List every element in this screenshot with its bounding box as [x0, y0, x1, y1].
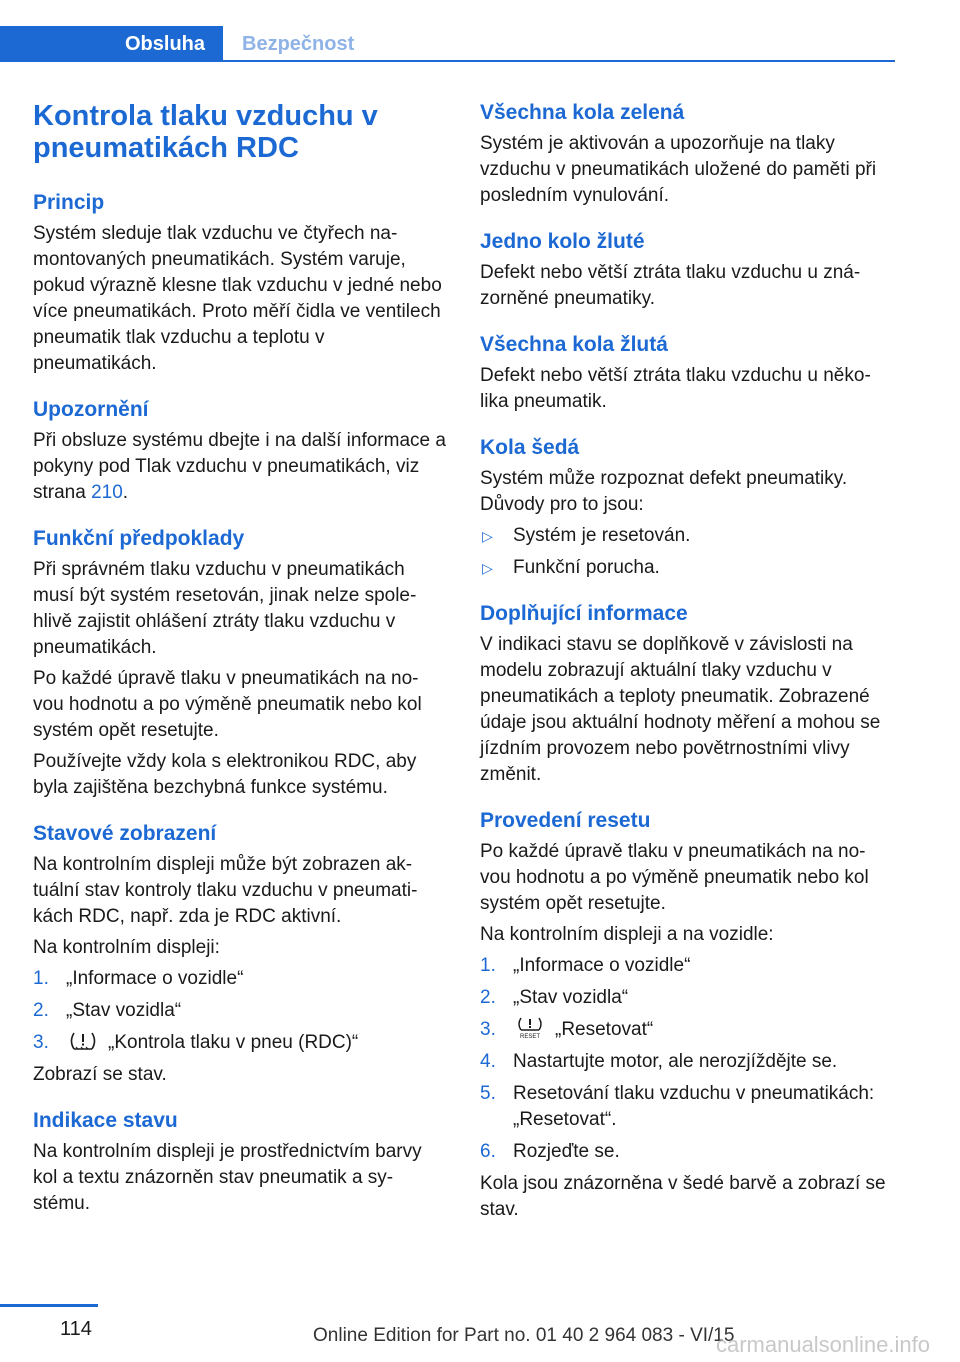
- paragraph-doplnujici: V indikaci stavu se doplňkově v závislosti na modelu zobrazují aktuální tlaky vzduchu v pneumatikách a teploty pneumatik. Zobrazené údaje jsou aktuální hodnoty měření a mohou se jízdním provozem nebo povětrnostními vlivy změnit.: [480, 634, 881, 785]
- list-item: [480, 1081, 895, 1133]
- step-text: „Kontrola tlaku v pneu (RDC)“: [108, 1032, 359, 1053]
- step-number: 1.: [480, 955, 496, 976]
- list-item: [480, 985, 895, 1011]
- paragraph-reset-1: Po každé úpravě tlaku v pneumatikách na no-vou hodnotu a po výměně pneumatik nebo kol systém opět resetujte.: [480, 841, 869, 914]
- paragraph-stavove-2: Na kontrolním displeji:: [33, 937, 220, 958]
- right-column: [480, 100, 895, 1223]
- step-text: „Stav vozidla“: [66, 1000, 182, 1021]
- page-number-bar: [0, 1304, 98, 1307]
- paragraph-stavove-1: Na kontrolním displeji může být zobrazen ak-tuální stav kontroly tlaku vzduchu v pneumati-kách RDC, např. zda je RDC aktivní.: [33, 854, 418, 927]
- heading-stavove-zobrazeni: Stavové zobrazení: [33, 822, 217, 845]
- reset-steps-list: [480, 953, 895, 1165]
- paragraph-zlute: Defekt nebo větší ztráta tlaku vzduchu u zná-zorněné pneumatiky.: [480, 262, 861, 309]
- watermark: carmanualsonline.info: [715, 1332, 930, 1357]
- page-link-210[interactable]: 210: [91, 482, 123, 503]
- list-item: [33, 1030, 448, 1056]
- step-number: 5.: [480, 1083, 496, 1104]
- step-text: Resetování tlaku vzduchu v pneumatikách: „Resetovat“.: [513, 1083, 875, 1130]
- heading-vsechna-kola-zelena: Všechna kola zelená: [480, 101, 685, 124]
- tire-reset-icon: [513, 1017, 547, 1039]
- step-number: 3.: [33, 1032, 49, 1053]
- bullet-triangle-icon: ▷: [482, 560, 493, 576]
- page-title: Kontrola tlaku vzduchu v pneumatikách RDC: [33, 100, 378, 164]
- step-number: 4.: [480, 1051, 496, 1072]
- heading-upozorneni: Upozornění: [33, 398, 149, 421]
- bullet-triangle-icon: ▷: [482, 528, 493, 544]
- svg-text:RESET: RESET: [519, 1034, 541, 1039]
- edition-footer: Online Edition for Part no. 01 40 2 964 083 - VI/15: [313, 1325, 735, 1346]
- bullet-text: Systém je resetován.: [513, 525, 691, 546]
- step-number: 3.: [480, 1019, 496, 1040]
- step-text: Nastartujte motor, ale nerozjíždějte se.: [513, 1051, 838, 1072]
- list-item: [480, 1139, 895, 1165]
- paragraph-reset-2: Na kontrolním displeji a na vozidle:: [480, 924, 774, 945]
- step-text: „Stav vozidla“: [513, 987, 629, 1008]
- list-item: [480, 523, 895, 549]
- seda-reasons-list: [480, 523, 895, 581]
- heading-indikace-stavu: Indikace stavu: [33, 1109, 178, 1132]
- heading-funkcni-predpoklady: Funkční předpoklady: [33, 527, 245, 550]
- list-item: [480, 1017, 895, 1043]
- upozorneni-end: .: [122, 482, 129, 503]
- list-item: [480, 1049, 895, 1075]
- tab-obsluha[interactable]: Obsluha: [0, 26, 223, 62]
- paragraph-princip: Systém sleduje tlak vzduchu ve čtyřech na-montovaných pneumatikách. Systém varuje, pokud výrazně klesne tlak vzduchu v jedné nebo více pneumatikách. Proto měří čidla ve ventilech pneumatik tlak vzduchu a teplotu v pneumatikách.: [33, 223, 442, 374]
- paragraph-zluta: Defekt nebo větší ztráta tlaku vzduchu u něko-lika pneumatik.: [480, 365, 871, 412]
- step-text: „Informace o vozidle“: [513, 955, 691, 976]
- heading-vsechna-kola-zluta: Všechna kola žlutá: [480, 333, 668, 356]
- list-item: [480, 953, 895, 979]
- paragraph-seda: Systém může rozpoznat defekt pneumatiky. Důvody pro to jsou:: [480, 468, 848, 515]
- paragraph-funkcni-3: Používejte vždy kola s elektronikou RDC, aby byla zajištěna bezchybná funkce systému.: [33, 751, 417, 798]
- tire-pressure-icon: [66, 1030, 100, 1052]
- heading-provedeni-resetu: Provedení resetu: [480, 809, 651, 832]
- left-column: [33, 100, 448, 1217]
- step-number: 6.: [480, 1141, 496, 1162]
- list-item: [33, 998, 448, 1024]
- paragraph-funkcni-2: Po každé úpravě tlaku v pneumatikách na no-vou hodnotu a po výměně pneumatik nebo kol systém opět resetujte.: [33, 668, 422, 741]
- heading-kola-seda: Kola šedá: [480, 436, 580, 459]
- tab-bezpecnost[interactable]: Bezpečnost: [242, 33, 355, 55]
- stavove-steps-list: [33, 966, 448, 1056]
- step-text: Rozjeďte se.: [513, 1141, 620, 1162]
- bullet-text: Funkční porucha.: [513, 557, 660, 578]
- step-text: „Informace o vozidle“: [66, 968, 244, 989]
- paragraph-zelena: Systém je aktivován a upozorňuje na tlaky vzduchu v pneumatikách uložené do paměti při posledním vynulování.: [480, 133, 877, 206]
- paragraph-funkcni-1: Při správném tlaku vzduchu v pneumatikách musí být systém resetován, jinak nelze spole-hlivě zajistit ohlášení ztráty tlaku vzduchu v pneumatikách.: [33, 559, 417, 658]
- heading-jedno-kolo-zlute: Jedno kolo žluté: [480, 230, 645, 253]
- step-number: 2.: [33, 1000, 49, 1021]
- section-tabbar: [0, 26, 895, 62]
- step-number: 1.: [33, 968, 49, 989]
- page-number: 114: [60, 1318, 92, 1340]
- heading-doplnujici-informace: Doplňující informace: [480, 602, 688, 625]
- step-text: „Resetovat“: [555, 1019, 654, 1040]
- heading-princip: Princip: [33, 191, 105, 214]
- paragraph-indikace: Na kontrolním displeji je prostřednictvím barvy kol a textu znázorněn stav pneumatik a sy-stému.: [33, 1141, 422, 1214]
- list-item: [33, 966, 448, 992]
- step-number: 2.: [480, 987, 496, 1008]
- paragraph-stavove-3: Zobrazí se stav.: [33, 1064, 167, 1085]
- upozorneni-text: Při obsluze systému dbejte i na další informace a pokyny pod Tlak vzduchu v pneumatikách, viz strana: [33, 430, 446, 503]
- paragraph-upozorneni: [33, 428, 448, 506]
- paragraph-reset-3: Kola jsou znázorněna v šedé barvě a zobrazí se stav.: [480, 1173, 886, 1220]
- list-item: [480, 555, 895, 581]
